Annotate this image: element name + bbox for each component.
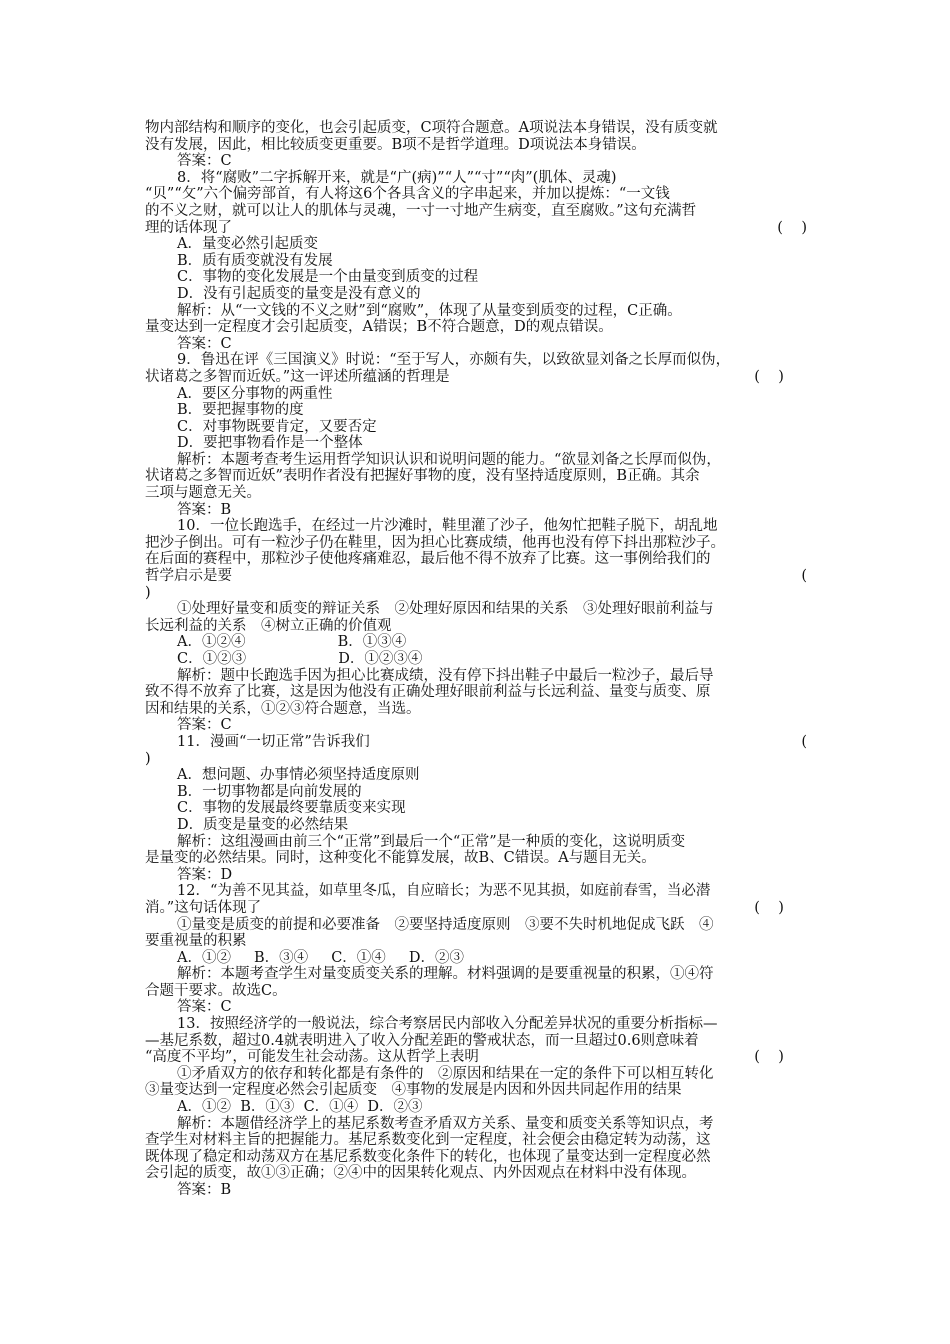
- line-text: “高度不平均”，可能发生社会动荡。这从哲学上表明: [145, 1049, 479, 1066]
- line-text: 11．漫画“一切正常”告诉我们: [177, 733, 370, 750]
- text-line: 12．“为善不见其益，如草里冬瓜，自应暗长；为恶不见其损，如庭前春雪，当必潜: [177, 883, 711, 900]
- text-line: A．①② B．①③ C．①④ D．②③: [177, 1099, 423, 1116]
- text-line: [145, 220, 807, 237]
- text-line: [145, 568, 807, 585]
- text-line: 量变达到一定程度才会引起质变，A错误；B不符合题意，D的观点错误。: [145, 319, 613, 336]
- text-line: [145, 369, 807, 386]
- text-line: —基尼系数，超过0.4就表明进入了收入分配差距的警戒状态，而一旦超过0.6则意味着: [145, 1032, 699, 1049]
- text-line: 把沙子倒出。可有一粒沙子仍在鞋里，因为担心比赛成绩，他再也没有停下抖出那粒沙子。: [145, 534, 725, 551]
- text-line: 答案：C: [177, 335, 232, 352]
- text-line: 解析：从“一文钱的不义之财”到“腐败”，体现了从量变到质变的过程，C正确。: [177, 302, 682, 319]
- line-text: 消。”这句话体现了: [145, 899, 262, 916]
- text-line: A．①②④ B．①③④: [177, 634, 407, 651]
- text-line: C．事物的变化发展是一个由量变到质变的过程: [177, 269, 479, 286]
- text-line: 答案：B: [177, 501, 232, 518]
- text-line: 解析：这组漫画由前三个“正常”到最后一个“正常”是一种质的变化，这说明质变: [177, 833, 686, 850]
- line-text: 理的话体现了: [145, 219, 232, 236]
- text-line: 状诸葛之多智而近妖”表明作者没有把握好事物的度，没有坚持适度原则，B正确。其余: [145, 468, 700, 485]
- text-line: 查学生对材料主旨的把握能力。基尼系数变化到一定程度，社会便会由稳定转为动荡，这: [145, 1132, 711, 1149]
- text-line: ): [145, 584, 151, 601]
- text-line: C．对事物既要肯定，又要否定: [177, 418, 377, 435]
- text-line: ①量变是质变的前提和必要准备 ②要坚持适度原则 ③要不失时机地促成飞跃 ④: [177, 916, 714, 933]
- text-line: ③量变达到一定程度必然会引起质变 ④事物的发展是内因和外因共同起作用的结果: [145, 1082, 682, 1099]
- line-text: 哲学启示是要: [145, 568, 232, 585]
- text-line: 13．按照经济学的一般说法，综合考察居民内部收入分配差异状况的重要分析指标—: [177, 1016, 718, 1033]
- text-line: B．要把握事物的度: [177, 402, 304, 419]
- text-line: 答案：D: [177, 866, 233, 883]
- answer-bracket: ( ): [754, 899, 807, 916]
- text-line: A．要区分事物的两重性: [177, 385, 333, 402]
- text-line: 致不得不放弃了比赛，这是因为他没有正确处理好眼前利益与长远利益、量变与质变、原: [145, 684, 711, 701]
- text-line: 是量变的必然结果。同时，这种变化不能算发展，故B、C错误。A与题目无关。: [145, 850, 656, 867]
- text-line: B．一切事物都是向前发展的: [177, 783, 362, 800]
- text-line: 物内部结构和顺序的变化，也会引起质变，C项符合题意。A项说法本身错误，没有质变就: [145, 120, 718, 136]
- line-text: 状诸葛之多智而近妖。”这一评述所蕴涵的哲理是: [145, 368, 450, 385]
- text-line: 答案：C: [177, 153, 232, 170]
- text-line: 在后面的赛程中，那粒沙子使他疼痛难忍，最后他不得不放弃了比赛。这一事例给我们的: [145, 551, 711, 568]
- text-line: D．质变是量变的必然结果: [177, 816, 349, 833]
- answer-bracket: (: [801, 733, 807, 750]
- text-line: 合题干要求。故选C。: [145, 982, 287, 999]
- text-line: D．要把事物看作是一个整体: [177, 435, 363, 452]
- text-line: [145, 900, 807, 917]
- text-line: A．①② B．③④ C．①④ D．②③: [177, 949, 464, 966]
- text-line: C．事物的发展最终要靠质变来实现: [177, 800, 406, 817]
- text-line: [145, 734, 807, 751]
- text-line: 解析：本题考查考生运用哲学知识认识和说明问题的能力。“欲显刘备之长厚而似伪，: [177, 451, 721, 468]
- answer-bracket: ( ): [777, 219, 807, 236]
- text-line: C．①②③ D．①②③④: [177, 651, 423, 667]
- text-line: 8．将“腐败”二字拆解开来，就是“广(病)”“人”“寸”“肉”(肌体、灵魂): [177, 169, 617, 186]
- document-body: [145, 120, 807, 1199]
- text-line: 的不义之财，就可以让人的肌体与灵魂，一寸一寸地产生病变，直至腐败。”这句充满哲: [145, 202, 697, 219]
- text-line: 三项与题意无关。: [145, 485, 261, 502]
- text-line: [145, 1049, 807, 1066]
- text-line: ①矛盾双方的依存和转化都是有条件的 ②原因和结果在一定的条件下可以相互转化: [177, 1065, 714, 1082]
- text-line: A．想问题、办事情必须坚持适度原则: [177, 767, 420, 784]
- text-line: 10．一位长跑选手，在经过一片沙滩时，鞋里灌了沙子，他匆忙把鞋子脱下，胡乱地: [177, 518, 718, 535]
- text-line: D．没有引起质变的量变是没有意义的: [177, 285, 421, 302]
- text-line: ①处理好量变和质变的辩证关系 ②处理好原因和结果的关系 ③处理好眼前利益与: [177, 601, 714, 618]
- text-line: A．量变必然引起质变: [177, 236, 318, 253]
- text-line: 会引起的质变，故①③正确；②④中的因果转化观点、内外因观点在材料中没有体现。: [145, 1165, 696, 1182]
- text-line: 解析：题中长跑选手因为担心比赛成绩，没有停下抖出鞋子中最后一粒沙子，最后导: [177, 667, 714, 684]
- text-line: 没有发展，因此，相比较质变更重要。B项不是哲学道理。D项说法本身错误。: [145, 136, 646, 153]
- text-line: 答案：C: [177, 717, 232, 734]
- text-line: 解析：本题借经济学上的基尼系数考查矛盾双方关系、量变和质变关系等知识点，考: [177, 1115, 714, 1132]
- text-line: 长远利益的关系 ④树立正确的价值观: [145, 617, 392, 634]
- text-line: 既体现了稳定和动荡双方在基尼系数变化条件下的转化，也体现了量变达到一定程度必然: [145, 1148, 711, 1165]
- text-line: 解析：本题考查学生对量变质变关系的理解。材料强调的是要重视量的积累，①④符: [177, 966, 714, 983]
- text-line: ): [145, 750, 151, 767]
- text-line: 因和结果的关系，①②③符合题意，当选。: [145, 700, 421, 717]
- text-line: 9．鲁迅在评《三国演义》时说：“至于写人，亦颇有失，以致欲显刘备之长厚而似伪，: [177, 352, 731, 369]
- text-line: “贝”“攵”六个偏旁部首，有人将这6个各具含义的字串起来，并加以提炼：“一文钱: [145, 186, 670, 203]
- text-line: 答案：B: [177, 1182, 232, 1198]
- text-line: B．质有质变就没有发展: [177, 252, 333, 269]
- text-line: 要重视量的积累: [145, 933, 247, 950]
- text-line: 答案：C: [177, 999, 232, 1016]
- answer-bracket: ( ): [754, 368, 807, 385]
- answer-bracket: (: [801, 568, 807, 585]
- answer-bracket: ( ): [754, 1049, 807, 1066]
